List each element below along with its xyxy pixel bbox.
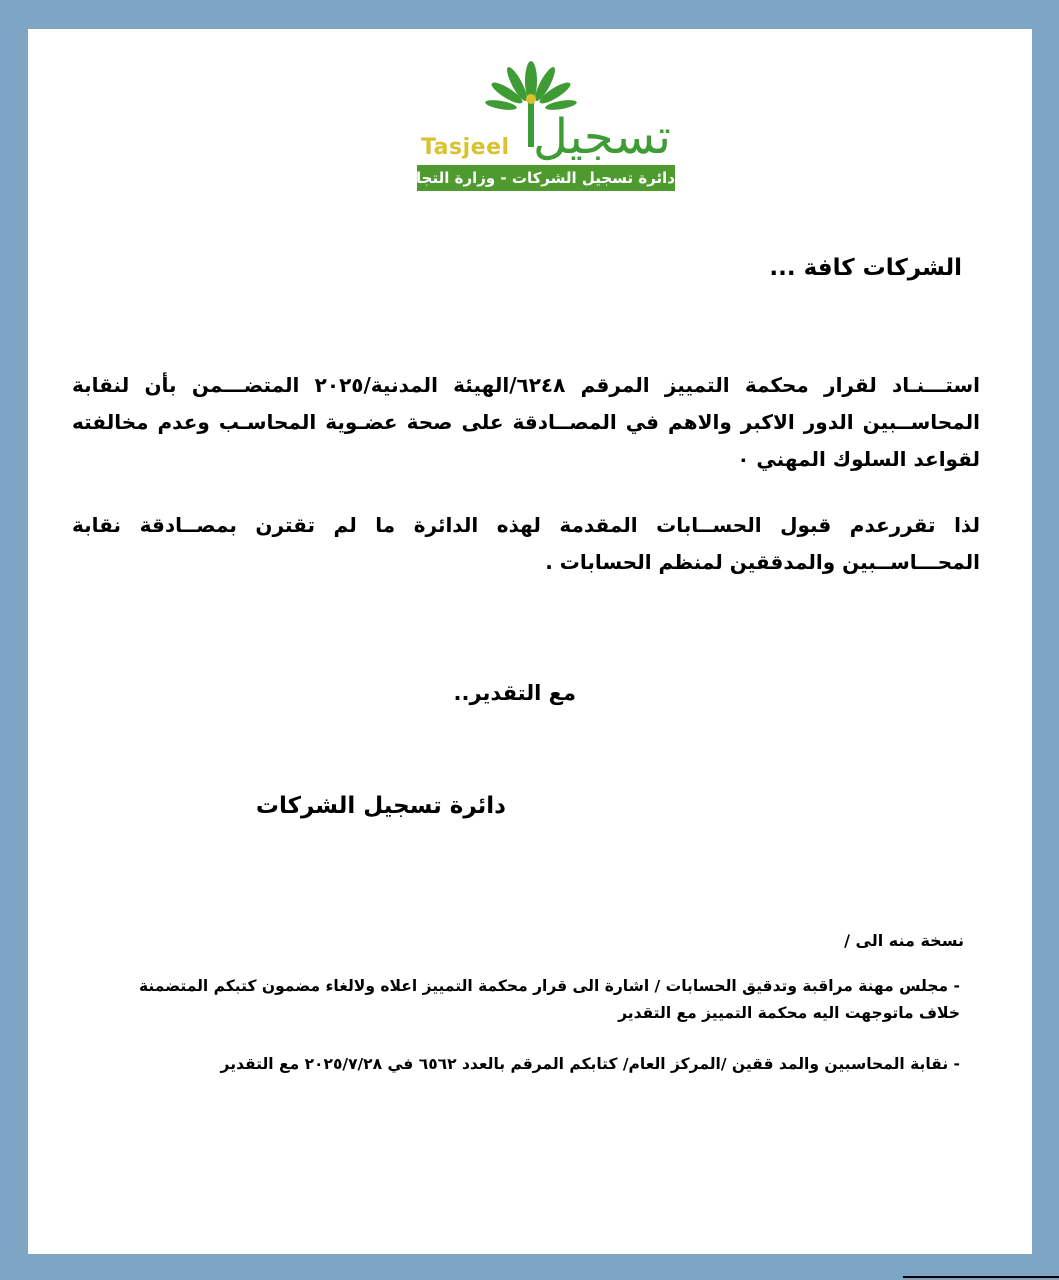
copy-recipient-item: - مجلس مهنة مراقبة وتدقيق الحسابات / اشارة الى قرار محكمة التمييز اعلاه ولالغاء مضمون كتبكم المتضمنة خلاف ماتوجهت اليه محكمة التمييز مع التقدير	[138, 977, 960, 1022]
copy-recipient-item: - نقابة المحاسبين والمد ققين /المركز العام/ كتابكم المرقم بالعدد ٦٥٦٢ في ٢٠٢٥/٧/٢٨ مع التقدير	[220, 1055, 960, 1073]
logo-latin-text: Tasjeel	[421, 135, 510, 160]
logo-arabic-text: تسجيل	[533, 109, 671, 165]
closing: مع التقدير..	[453, 681, 576, 705]
signature: دائرة تسجيل الشركات	[255, 793, 506, 819]
salutation: الشركات كافة ...	[769, 255, 962, 281]
bottom-divider	[903, 1276, 1059, 1278]
logo-department-bar: دائرة تسجيل الشركات - وزارة التجارة	[417, 165, 675, 191]
paragraph-resolution: لذا تقررعدم قبول الحســابات المقدمة لهذه الدائرة ما لم تقترن بمصــادقة نقابة المحـــاســبين والمدققين لمنظم الحسابات .	[72, 513, 980, 574]
paragraph-decision: استـــنـاد لقرار محكمة التمييز المرقم ٦٢٤٨/الهيئة المدنية/٢٠٢٥ المتضـــمن بأن لنقابة المحاســبين الدور الاكبر والاهم في المصــادقة على صحة عضـوية المحاسـب وعدم مخالفته لقواعد السلوك المهني ٠	[72, 373, 980, 471]
copies-heading: نسخة منه الى /	[844, 931, 964, 950]
letter-page	[28, 29, 1032, 1254]
tasjeel-logo	[398, 69, 675, 193]
